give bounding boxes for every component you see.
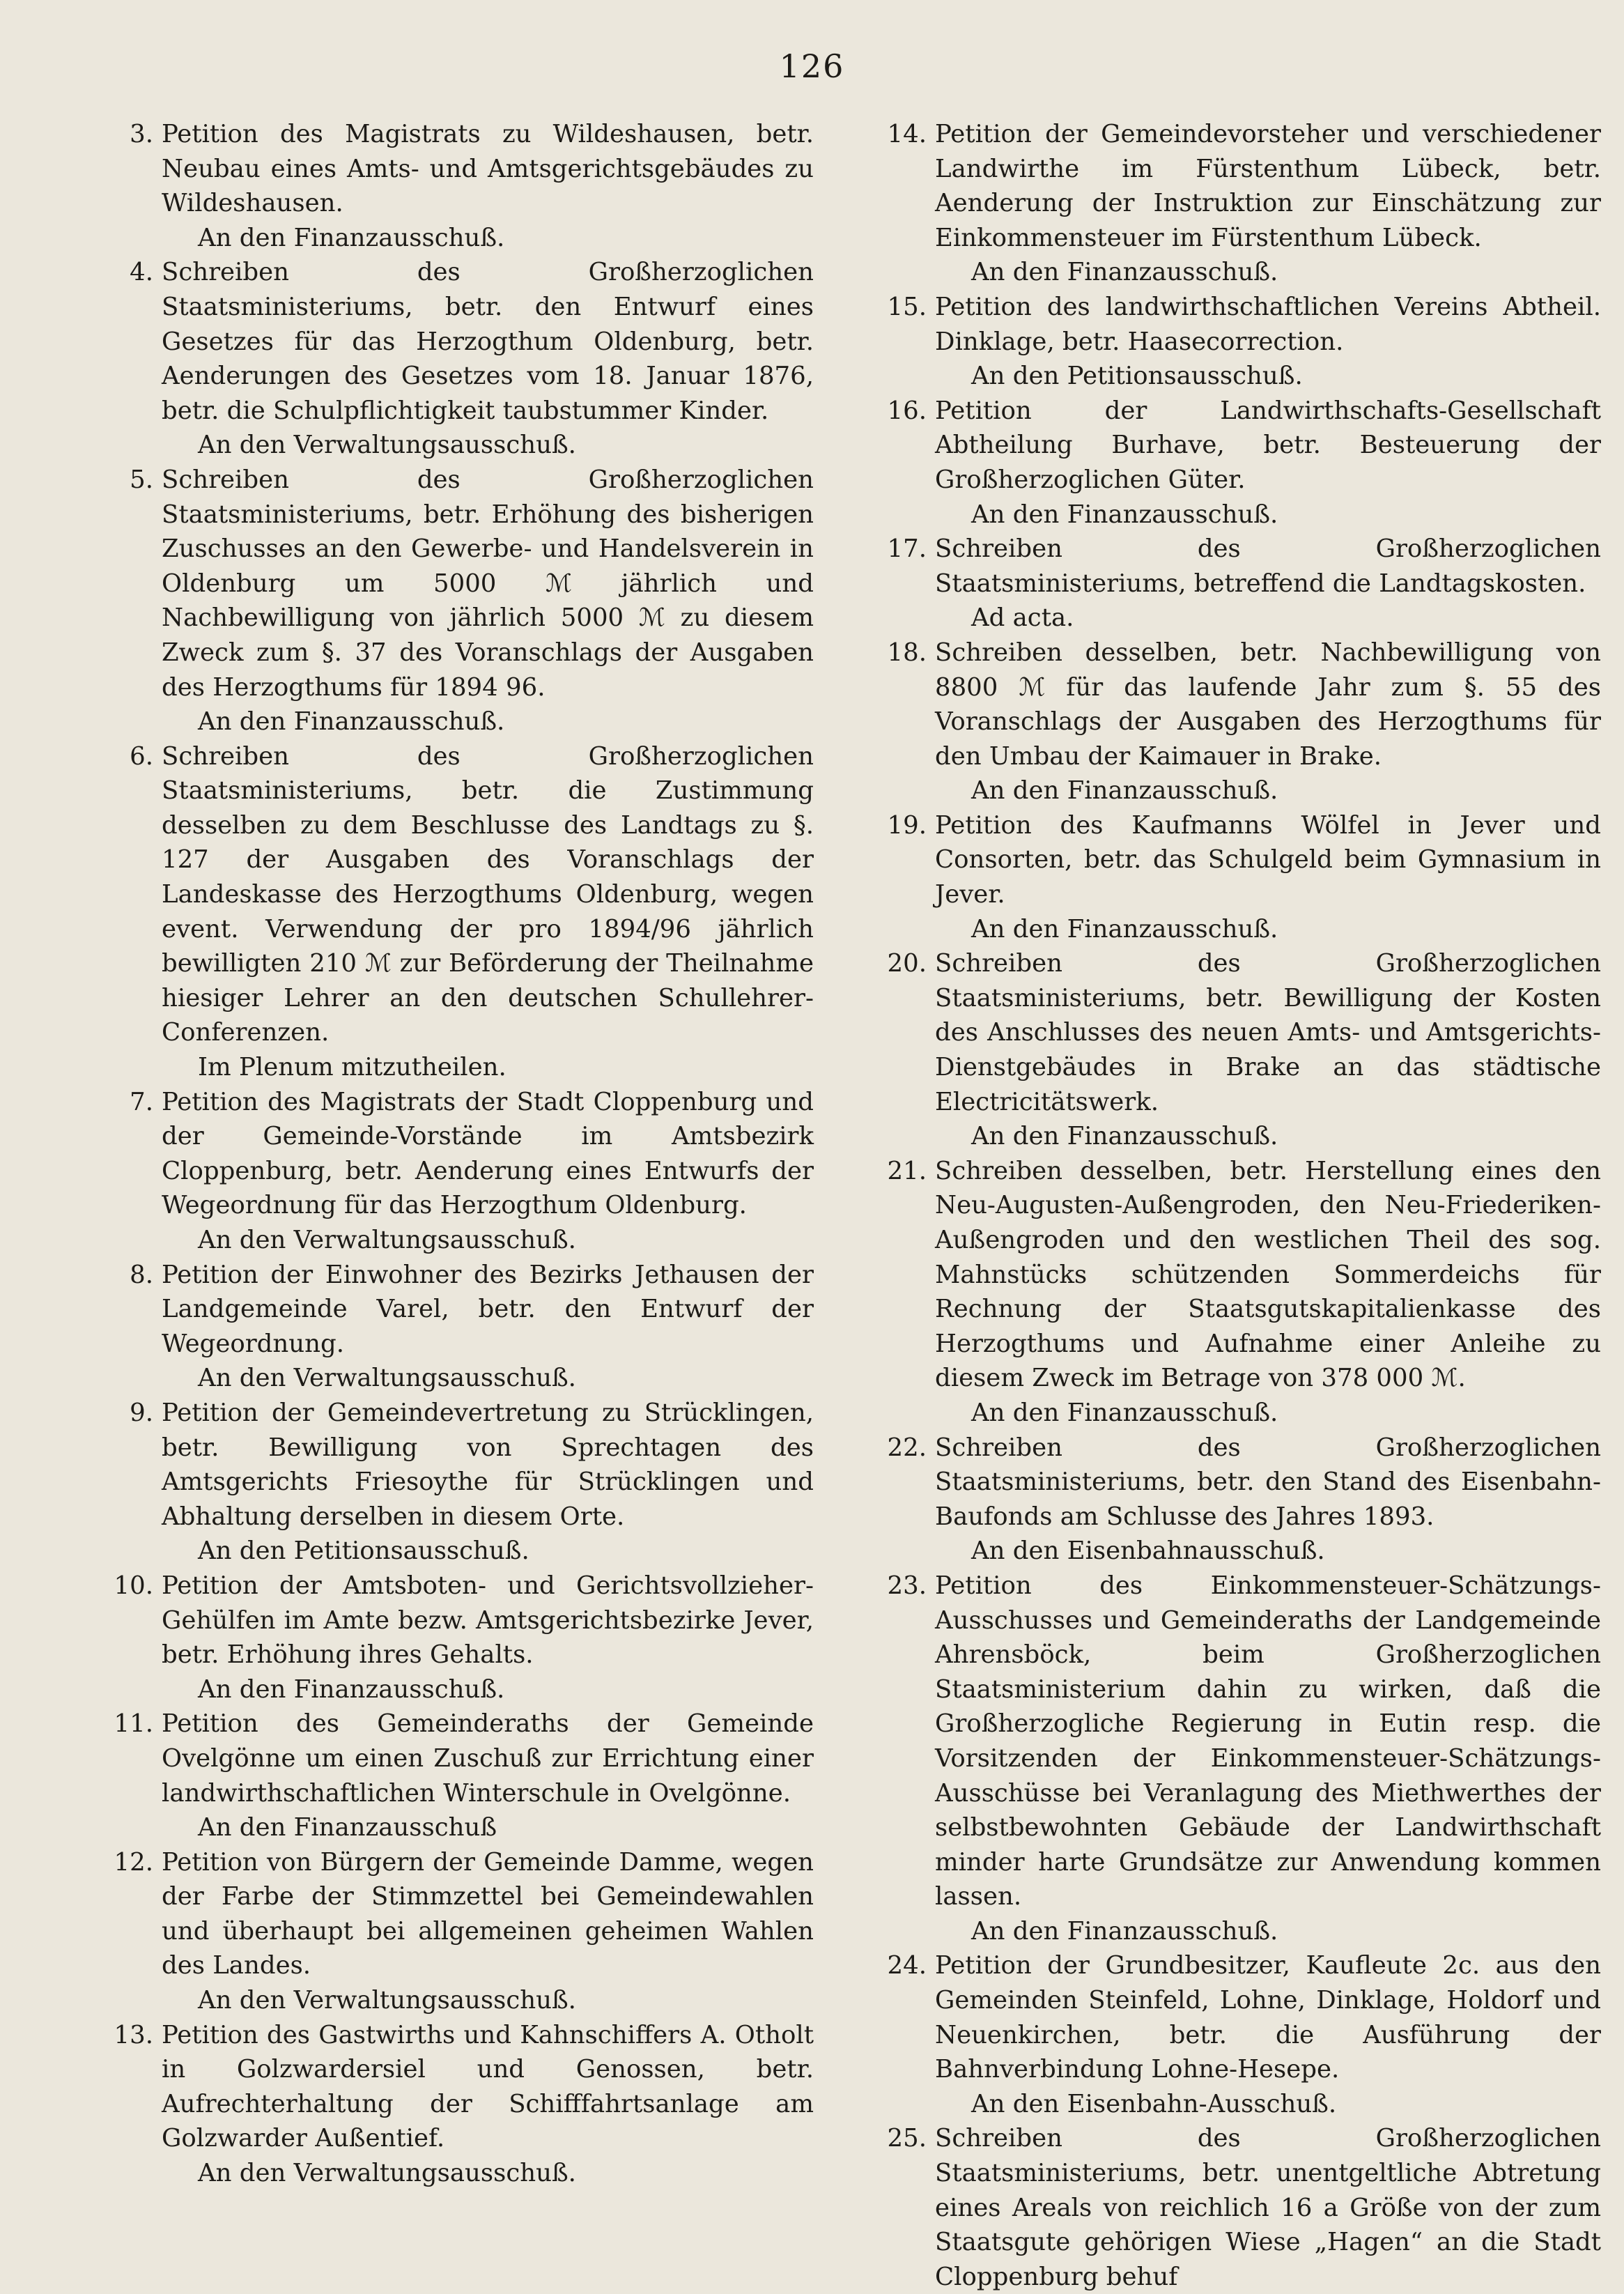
list-item (878, 636, 1601, 808)
list-item (878, 946, 1601, 1154)
item-referral: An den Verwaltungsausschuß. (198, 1986, 576, 2015)
list-item (105, 739, 814, 1085)
list-item (878, 290, 1601, 394)
item-text: Petition des Gastwirths und Kahnschiffers A. Otholt in Golzwardersiel und Genossen, betr. Aufrechterhaltung der Schifffahrtsanlage am Golzwarder Außentief. (162, 2020, 814, 2153)
list-item (105, 463, 814, 739)
list-item (878, 2121, 1601, 2294)
item-referral: Ad acta. (971, 603, 1074, 633)
item-number: 3. (130, 120, 153, 148)
item-referral: An den Finanzausschuß. (198, 223, 505, 252)
item-referral: An den Eisenbahn-Ausschuß. (971, 2089, 1337, 2118)
item-number: 21. (887, 1156, 927, 1185)
list-item (878, 394, 1601, 532)
list-item (105, 1258, 814, 1396)
item-text: Petition des Kaufmanns Wölfel in Jever und Consorten, betr. das Schulgeld beim Gymnasium in Jever. (935, 810, 1601, 909)
item-text: Schreiben des Großherzoglichen Staatsministeriums, betr. Erhöhung des bisherigen Zuschusses an den Gewerbe- und Handelsverein in Oldenburg um 5000 ℳ jährlich und Nachbewilligung von jährlich 5000 ℳ zu diesem Zweck zum §. 37 des Voranschlags der Ausgaben des Herzogthums für 1894 96. (162, 465, 814, 702)
item-referral: An den Finanzausschuß. (971, 1916, 1278, 1946)
page-number: 126 (779, 47, 845, 85)
list-item (878, 1569, 1601, 1949)
list-item (105, 1569, 814, 1707)
item-referral: An den Finanzausschuß. (198, 707, 505, 737)
list-item (878, 1154, 1601, 1431)
list-item (878, 1431, 1601, 1569)
item-number: 19. (887, 810, 927, 840)
item-number: 5. (130, 465, 153, 494)
item-number: 23. (887, 1571, 927, 1600)
item-number: 10. (114, 1571, 153, 1600)
item-number: 8. (130, 1260, 153, 1289)
list-item (878, 532, 1601, 636)
item-referral: An den Petitionsausschuß. (971, 362, 1303, 391)
item-number: 4. (130, 258, 153, 287)
list-item (105, 2018, 814, 2191)
item-text: Petition des Gemeinderaths der Gemeinde Ovelgönne um einen Zuschuß zur Errichtung einer landwirthschaftlichen Winterschule in Ovelgönne. (162, 1709, 814, 1808)
item-text: Petition des Magistrats zu Wildeshausen, betr. Neubau eines Amts- und Amtsgerichtsgebäudes zu Wildeshausen. (162, 120, 814, 218)
item-text: Schreiben desselben, betr. Nachbewilligung von 8800 ℳ für das laufende Jahr zum §. 55 des Voranschlags der Ausgaben des Herzogthums für den Umbau der Kaimauer in Brake. (935, 638, 1601, 771)
item-text: Petition der Gemeindevorsteher und verschiedener Landwirthe im Fürstenthum Lübeck, betr. Aenderung der Instruktion zur Einschätzung zur Einkommensteuer im Fürstenthum Lübeck. (935, 120, 1601, 252)
item-referral: An den Finanzausschuß. (198, 1675, 505, 1704)
item-referral: An den Finanzausschuß. (971, 776, 1278, 806)
item-text: Petition der Amtsboten- und Gerichtsvollzieher-Gehülfen im Amte bezw. Amtsgerichtsbezirke Jever, betr. Erhöhung ihres Gehalts. (162, 1571, 814, 1670)
item-text: Petition des Magistrats der Stadt Cloppenburg und der Gemeinde-Vorstände im Amtsbezirk Cloppenburg, betr. Aenderung eines Entwurfs der Wegeordnung für das Herzogthum Oldenburg. (162, 1087, 814, 1220)
item-number: 22. (887, 1433, 927, 1462)
list-item (878, 808, 1601, 946)
item-referral: An den Eisenbahnausschuß. (971, 1537, 1325, 1566)
item-text: Schreiben des Großherzoglichen Staatsministeriums, betreffend die Landtagskosten. (935, 534, 1601, 598)
item-number: 9. (130, 1398, 153, 1427)
item-referral: An den Verwaltungsausschuß. (198, 431, 576, 460)
list-item (105, 117, 814, 255)
left-column (105, 117, 814, 2191)
item-referral: An den Finanzausschuß. (971, 914, 1278, 944)
item-text: Schreiben desselben, betr. Herstellung eines den Neu-Augusten-Außengroden, den Neu-Friederiken-Außengroden und den westlichen Theil des sog. Mahnstücks schützenden Sommerdeichs für Rechnung der Staatsgutskapitalienkasse des Herzogthums und Aufnahme einer Anleihe zu diesem Zweck im Betrage von 378 000 ℳ. (935, 1156, 1601, 1393)
item-referral: An den Petitionsausschuß. (198, 1537, 529, 1566)
list-item (105, 1707, 814, 1845)
item-referral: An den Finanzausschuß. (971, 500, 1278, 529)
list-item (878, 1948, 1601, 2121)
item-text: Petition der Landwirthschafts-Gesellschaft Abtheilung Burhave, betr. Besteuerung der Großherzoglichen Güter. (935, 396, 1601, 494)
item-number: 12. (114, 1847, 153, 1877)
item-text: Schreiben des Großherzoglichen Staatsministeriums, betr. den Entwurf eines Gesetzes für das Herzogthum Oldenburg, betr. Aenderungen des Gesetzes vom 18. Januar 1876, betr. die Schulpflichtigkeit taubstummer Kinder. (162, 258, 814, 425)
item-referral: An den Finanzausschuß. (971, 258, 1278, 287)
list-item (878, 117, 1601, 290)
right-column (878, 117, 1601, 2294)
item-text: Schreiben des Großherzoglichen Staatsministeriums, betr. die Zustimmung desselben zu dem Beschlusse des Landtags zu §. 127 der Ausgaben des Voranschlags der Landeskasse des Herzogthums Oldenburg, wegen event. Verwendung der pro 1894/96 jährlich bewilligten 210 ℳ zur Beförderung der Theilnahme hiesiger Lehrer an den deutschen Schullehrer-Conferenzen. (162, 741, 814, 1047)
item-number: 13. (114, 2020, 153, 2049)
item-referral: An den Finanzausschuß (198, 1813, 497, 1842)
item-referral: An den Verwaltungsausschuß. (198, 1364, 576, 1393)
list-item (105, 1845, 814, 2018)
item-number: 18. (887, 638, 927, 667)
list-item (105, 1396, 814, 1569)
item-number: 17. (887, 534, 927, 564)
item-number: 11. (114, 1709, 153, 1739)
item-number: 20. (887, 949, 927, 978)
item-text: Petition von Bürgern der Gemeinde Damme, wegen der Farbe der Stimmzettel bei Gemeindewahlen und überhaupt bei allgemeinen geheimen Wahlen des Landes. (162, 1847, 814, 1980)
item-number: 6. (130, 741, 153, 771)
item-number: 15. (887, 292, 927, 321)
list-item (105, 255, 814, 463)
item-text: Petition der Gemeindevertretung zu Strücklingen, betr. Bewilligung von Sprechtagen des Amtsgerichts Friesoythe für Strücklingen und Abhaltung derselben in diesem Orte. (162, 1398, 814, 1531)
item-text: Schreiben des Großherzoglichen Staatsministeriums, betr. Bewilligung der Kosten des Anschlusses des neuen Amts- und Amtsgerichts-Dienstgebäudes in Brake an das städtische Electricitätswerk. (935, 949, 1601, 1116)
item-text: Petition der Einwohner des Bezirks Jethausen der Landgemeinde Varel, betr. den Entwurf der Wegeordnung. (162, 1260, 814, 1358)
item-referral: An den Finanzausschuß. (971, 1122, 1278, 1151)
item-referral: An den Verwaltungsausschuß. (198, 1226, 576, 1254)
item-referral: An den Verwaltungsausschuß. (198, 2159, 576, 2188)
item-number: 7. (130, 1087, 153, 1116)
list-item (105, 1085, 814, 1258)
item-text: Schreiben des Großherzoglichen Staatsministeriums, betr. den Stand des Eisenbahn-Baufonds am Schlusse des Jahres 1893. (935, 1433, 1601, 1531)
item-referral: Im Plenum mitzutheilen. (198, 1053, 506, 1082)
item-number: 16. (887, 396, 927, 425)
item-number: 25. (887, 2124, 927, 2153)
item-text: Schreiben des Großherzoglichen Staatsministeriums, betr. unentgeltliche Abtretung eines Areals von reichlich 16 a Größe von der zum Staatsgute gehörigen Wiese „Hagen“ an die Stadt Cloppenburg behuf (935, 2124, 1601, 2291)
item-number: 14. (887, 120, 927, 148)
item-number: 24. (887, 1951, 927, 1980)
item-referral: An den Finanzausschuß. (971, 1398, 1278, 1427)
item-text: Petition des Einkommensteuer-Schätzungs-Ausschusses und Gemeinderaths der Landgemeinde Ahrensböck, beim Großherzoglichen Staatsministerium dahin zu wirken, daß die Großherzogliche Regierung in Eutin resp. die Vorsitzenden der Einkommensteuer-Schätzungs-Ausschüsse bei Veranlagung des Miethwerthes der selbstbewohnten Gebäude der Landwirthschaft minder harte Grundsätze zur Anwendung kommen lassen. (935, 1571, 1601, 1911)
item-text: Petition des landwirthschaftlichen Vereins Abtheil. Dinklage, betr. Haasecorrection. (935, 292, 1601, 356)
item-text: Petition der Grundbesitzer, Kaufleute 2c. aus den Gemeinden Steinfeld, Lohne, Dinklage, Holdorf und Neuenkirchen, betr. die Ausführung der Bahnverbindung Lohne-Hesepe. (935, 1951, 1601, 2084)
